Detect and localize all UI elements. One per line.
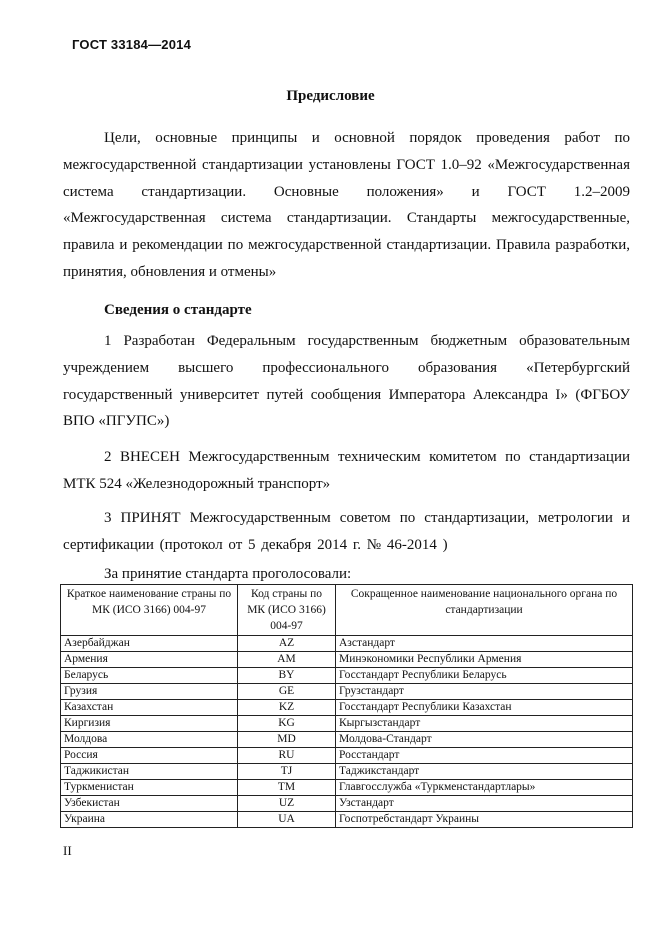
country-code: TJ [238, 764, 336, 780]
country-name: Молдова [61, 732, 238, 748]
document-id: ГОСТ 33184—2014 [72, 37, 191, 52]
standards-body: Госпотребстандарт Украины [336, 812, 633, 828]
country-code: AZ [238, 636, 336, 652]
table-header-row [61, 585, 633, 636]
country-name: Азербайджан [61, 636, 238, 652]
table-row [61, 684, 633, 700]
standards-body: Узстандарт [336, 796, 633, 812]
country-code: KG [238, 716, 336, 732]
standards-body: Главгосслужба «Туркменстандартлары» [336, 780, 633, 796]
standards-body: Минэкономики Республики Армения [336, 652, 633, 668]
table-row [61, 780, 633, 796]
country-name: Россия [61, 748, 238, 764]
standards-body: Грузстандарт [336, 684, 633, 700]
header-country-name: Краткое наименование страны по МК (ИСО 3166) 004-97 [61, 585, 238, 636]
standards-body: Госстандарт Республики Беларусь [336, 668, 633, 684]
country-code: UZ [238, 796, 336, 812]
header-standards-body: Сокращенное наименование национального органа по стандартизации [336, 585, 633, 636]
table-row [61, 652, 633, 668]
country-code: UA [238, 812, 336, 828]
country-code: MD [238, 732, 336, 748]
preface-title: Предисловие [286, 88, 375, 104]
country-code: RU [238, 748, 336, 764]
table-row [61, 764, 633, 780]
header-country-code: Код страны по МК (ИСО 3166) 004-97 [238, 585, 336, 636]
table-row [61, 796, 633, 812]
standards-body: Госстандарт Республики Казахстан [336, 700, 633, 716]
info-item-introduced: 2 ВНЕСЕН Межгосударственным техническим комитетом по стандартизации МТК 524 «Железнодорожный транспорт» [63, 449, 630, 492]
standards-body: Молдова-Стандарт [336, 732, 633, 748]
standards-body: Таджикстандарт [336, 764, 633, 780]
country-code: AM [238, 652, 336, 668]
country-code: GE [238, 684, 336, 700]
country-name: Киргизия [61, 716, 238, 732]
country-code: KZ [238, 700, 336, 716]
table-row [61, 668, 633, 684]
info-item-adopted: 3 ПРИНЯТ Межгосударственным советом по стандартизации, метрологии и сертификации (протокол от 5 декабря 2014 г. № 46-2014 ) [63, 510, 630, 553]
country-name: Таджикистан [61, 764, 238, 780]
country-name: Беларусь [61, 668, 238, 684]
table-row [61, 732, 633, 748]
voting-countries-table [60, 584, 633, 828]
standards-body: Кыргызстандарт [336, 716, 633, 732]
info-item-developed: 1 Разработан Федеральным государственным бюджетным образовательным учреждением высшего профессионального образования «Петербургский государственный университет путей сообщения Императора Александра I» (ФГБОУ ВПО «ПГУПС») [63, 333, 630, 430]
country-code: TM [238, 780, 336, 796]
table-row [61, 700, 633, 716]
country-name: Узбекистан [61, 796, 238, 812]
country-name: Украина [61, 812, 238, 828]
vote-caption: За принятие стандарта проголосовали: [104, 566, 352, 582]
table-row [61, 812, 633, 828]
country-code: BY [238, 668, 336, 684]
table-row [61, 636, 633, 652]
page-number: II [63, 843, 72, 858]
standards-body: Росстандарт [336, 748, 633, 764]
table-row [61, 748, 633, 764]
country-name: Туркменистан [61, 780, 238, 796]
standards-body: Азстандарт [336, 636, 633, 652]
country-name: Казахстан [61, 700, 238, 716]
standard-info-title: Сведения о стандарте [104, 302, 252, 318]
table-row [61, 716, 633, 732]
country-name: Грузия [61, 684, 238, 700]
country-name: Армения [61, 652, 238, 668]
preface-paragraph: Цели, основные принципы и основной порядок проведения работ по межгосударственной стандартизации установлены ГОСТ 1.0–92 «Межгосударственная система стандартизации. Основные положения» и ГОСТ 1.2–2009 «Межгосударственная система стандартизации. Стандарты межгосударственные, правила и рекомендации по межгосударственной стандартизации. Правила разработки, принятия, обновления и отмены» [63, 130, 630, 280]
